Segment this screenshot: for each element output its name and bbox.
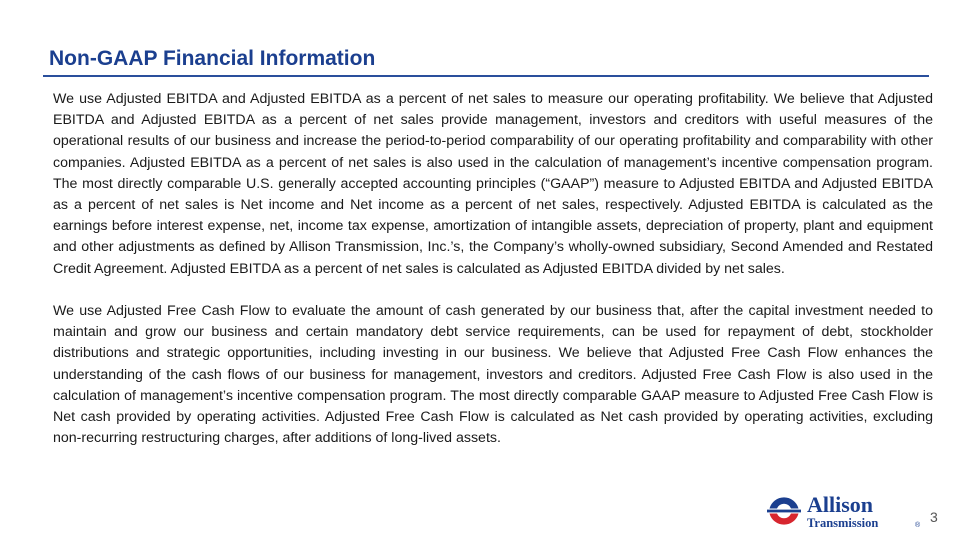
allison-transmission-logo xyxy=(765,491,925,531)
logo-wordmark-bottom: Transmission xyxy=(807,516,879,530)
page-number: 3 xyxy=(930,509,938,525)
allison-emblem-icon xyxy=(767,494,801,528)
paragraph-adjusted-ebitda: We use Adjusted EBITDA and Adjusted EBITDA as a percent of net sales to measure our operating profitability. We believe that Adjusted EBITDA and Adjusted EBITDA as a percent of net sales provide management, investors and creditors with useful measures of the operational results of our business and increase the period-to-period comparability of our operating profitability and comparability with other companies. Adjusted EBITDA as a percent of net sales is also used in the calculation of management’s incentive compensation program. The most directly comparable U.S. generally accepted accounting principles (“GAAP”) measure to Adjusted EBITDA and Adjusted EBITDA as a percent of net sales is Net income and Net income as a percent of net sales, respectively. Adjusted EBITDA is calculated as the earnings before interest expense, net, income tax expense, amortization of intangible assets, depreciation of property, plant and equipment and other adjustments as defined by Allison Transmission, Inc.’s, the Company’s wholly-owned subsidiary, Second Amended and Restated Credit Agreement. Adjusted EBITDA as a percent of net sales is calculated as Adjusted EBITDA divided by net sales. xyxy=(53,91,933,277)
slide-title: Non-GAAP Financial Information xyxy=(49,47,376,70)
title-divider xyxy=(43,75,929,77)
paragraph-adjusted-free-cash-flow: We use Adjusted Free Cash Flow to evaluate the amount of cash generated by our business that, after the capital investment needed to maintain and grow our business and certain mandatory debt service requirements, can be used for repayment of debt, stockholder distributions and strategic opportunities, including investing in our business. We believe that Adjusted Free Cash Flow enhances the understanding of the cash flows of our business for management, investors and creditors. Adjusted Free Cash Flow is also used in the calculation of management’s incentive compensation program. The most directly comparable GAAP measure to Adjusted Free Cash Flow is Net cash provided by operating activities. Adjusted Free Cash Flow is calculated as Net cash provided by operating activities, excluding non-recurring restructuring charges, after additions of long-lived assets. xyxy=(53,303,933,447)
logo-wordmark-top: Allison xyxy=(807,492,874,517)
slide-body xyxy=(53,89,933,449)
logo-registered-mark: ® xyxy=(915,522,921,529)
